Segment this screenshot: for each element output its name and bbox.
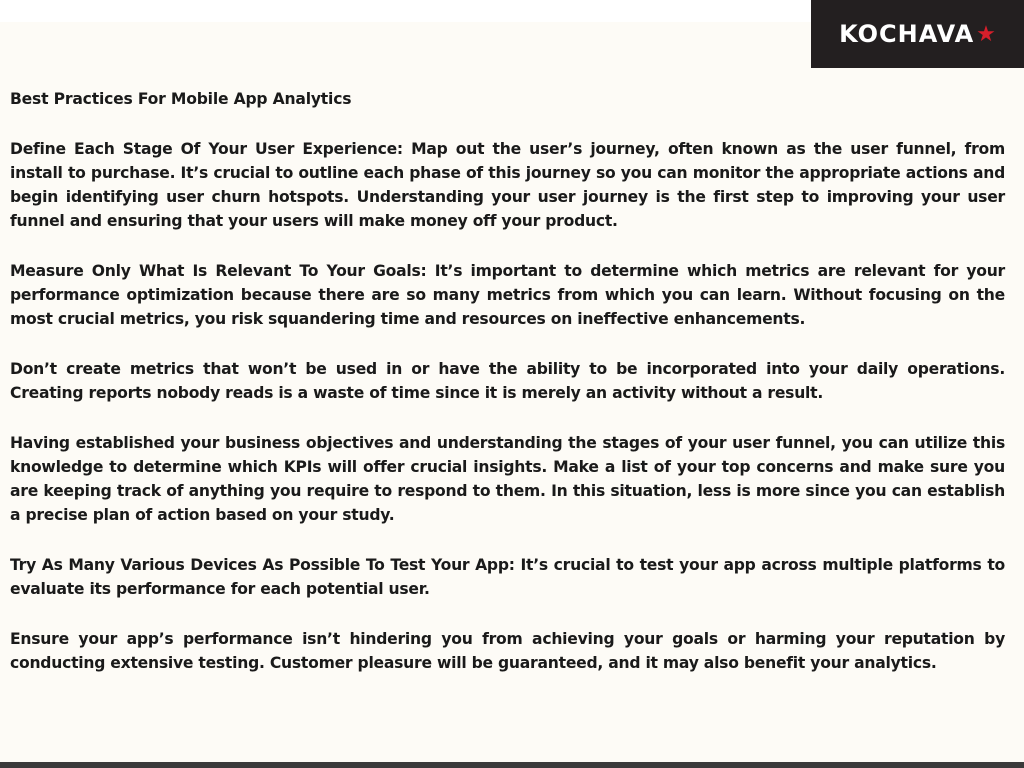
document-body (10, 87, 1005, 701)
star-icon: ★ (976, 21, 996, 47)
kochava-logo (811, 0, 1024, 68)
bottom-divider (0, 762, 1024, 768)
paragraph-dont-create-metrics: Don’t create metrics that won’t be used in or have the ability to be incorporated into your daily operations. Creating reports nobody reads is a waste of time since it is merely an activity without a result. (10, 360, 1005, 402)
logo-text: KOCHAVA (839, 20, 975, 48)
paragraph-business-objectives: Having established your business objectives and understanding the stages of your user funnel, you can utilize this knowledge to determine which KPIs will offer crucial insights. Make a list of your top concerns and make sure you are keeping track of anything you require to respond to them. In this situation, less is more since you can establish a precise plan of action based on your study. (10, 434, 1005, 524)
paragraph-define-stages: Define Each Stage Of Your User Experience: Map out the user’s journey, often known as the user funnel, from install to purchase. It’s crucial to outline each phase of this journey so you can monitor the appropriate actions and begin identifying user churn hotspots. Understanding your user journey is the first step to improving your user funnel and ensuring that your users will make money off your product. (10, 140, 1005, 230)
top-band (0, 0, 811, 22)
document-title: Best Practices For Mobile App Analytics (10, 90, 352, 108)
paragraph-measure-relevant: Measure Only What Is Relevant To Your Goals: It’s important to determine which metrics are relevant for your performance optimization because there are so many metrics from which you can learn. Without focusing on the most crucial metrics, you risk squandering time and resources on ineffective enhancements. (10, 262, 1005, 328)
paragraph-ensure-performance: Ensure your app’s performance isn’t hindering you from achieving your goals or harming your reputation by conducting extensive testing. Customer pleasure will be guaranteed, and it may also benefit your analytics. (10, 630, 1005, 672)
paragraph-test-devices: Try As Many Various Devices As Possible To Test Your App: It’s crucial to test your app across multiple platforms to evaluate its performance for each potential user. (10, 556, 1005, 598)
